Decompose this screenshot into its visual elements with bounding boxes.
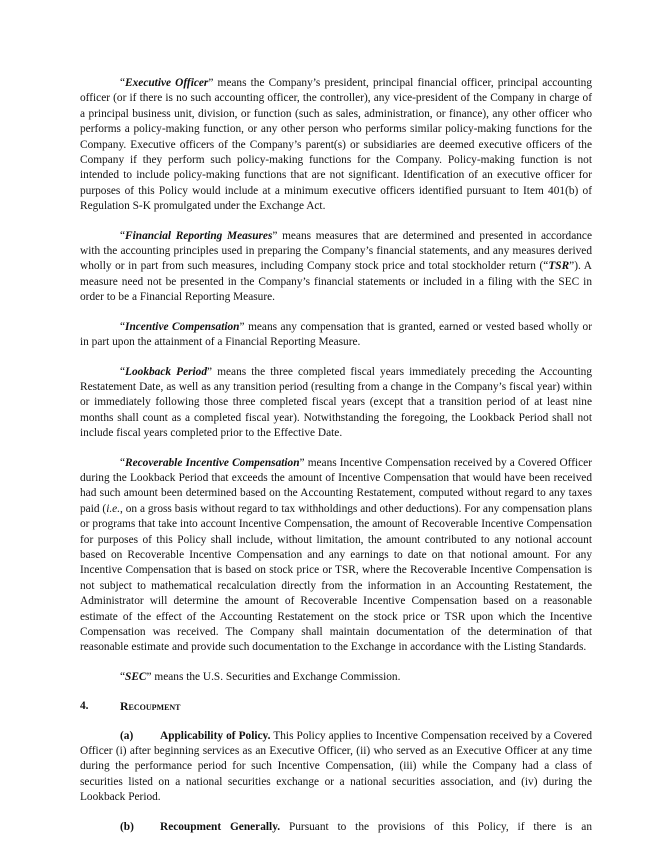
defined-term: Lookback Period bbox=[125, 365, 208, 378]
close-quote: ” bbox=[299, 456, 308, 469]
defined-term: Recoverable Incentive Compensation bbox=[125, 456, 300, 469]
subsection-recoupment-generally bbox=[80, 820, 592, 835]
definition-body: means any compensation that is granted, earned or vested based wholly or in part upon the attainment of a Financial Reporting Measure. bbox=[80, 320, 593, 349]
defined-term: Executive Officer bbox=[125, 77, 209, 89]
definition-executive-officer bbox=[80, 76, 592, 215]
open-quote: “ bbox=[120, 456, 126, 469]
definition-body-continued: ”). A measure need not be presented in the Company’s financial statements or included in a filing with the SEC in order to be a Financial Reporting Measure. bbox=[80, 260, 592, 304]
definition-body: means the three completed fiscal years immediately preceding the Accounting Restatement Date, as well as any transition period (resulting from a change in the Company’s fiscal year) within or immediately following those three completed fiscal years (except that a transition period of at least nine months shall count as a completed fiscal year). Notwithstanding the foregoing, the Lookback Period shall not include fiscal years completed prior to the Effective Date. bbox=[80, 365, 593, 440]
italic-ie: i.e. bbox=[106, 502, 121, 515]
subsection-title: Applicability of Policy. bbox=[160, 729, 271, 742]
section-title: Recoupment bbox=[120, 699, 181, 714]
open-quote: “ bbox=[120, 320, 126, 333]
defined-term: Incentive Compensation bbox=[125, 320, 240, 333]
defined-term: Financial Reporting Measures bbox=[125, 229, 273, 242]
close-quote: ” bbox=[207, 365, 218, 378]
document-page bbox=[80, 76, 592, 849]
definition-recoverable-incentive-compensation bbox=[80, 456, 592, 656]
open-quote: “ bbox=[120, 77, 126, 89]
subsection-label: (b) bbox=[120, 820, 134, 833]
definition-body: means measures that are determined and presented in accordance with the accounting principles used in preparing the Company’s financial statements, and any measures derived wholly or in part from such measures, including Company stock price and total stockholder return (“ bbox=[80, 229, 592, 273]
close-quote: ” bbox=[208, 77, 218, 89]
defined-term: SEC bbox=[125, 670, 147, 683]
section-number: 4. bbox=[80, 700, 89, 713]
definition-body-continued: , on a gross basis without regard to tax withholdings and other deductions). For any compensation plans or programs that take into account Incentive Compensation, the amount of Recoverable Incentive Compensation for purposes of this Policy shall include, without limitation, the amount contributed to any notional account based on Recoverable Incentive Compensation and any earnings to date on that notional amount. For any Incentive Compensation that is based on stock price or TSR, where the Recoverable Incentive Compensation is not subject to mathematical recalculation directly from the information in an Accounting Restatement, the Administrator will determine the amount of Recoverable Incentive Compensation based on a reasonable estimate of the effect of the Accounting Restatement on the stock price or TSR upon which the Incentive Compensation was received. The Company shall maintain documentation of the determination of that reasonable estimate and provide such documentation to the Exchange in accordance with the Listing Standards. bbox=[80, 502, 592, 654]
close-quote: ” bbox=[146, 670, 155, 683]
subsection-body: This Policy applies to Incentive Compensation received by a Covered Officer (i) after beginning services as an Executive Officer, (ii) who served as an Executive Officer at any time during the performance period for such Incentive Compensation, (iii) while the Company had a class of securities listed on a national securities exchange or a national securities association, and (iv) during the Lookback Period. bbox=[80, 729, 592, 804]
definition-body: means the U.S. Securities and Exchange Commission. bbox=[154, 670, 401, 683]
subsection-title: Recoupment Generally. bbox=[160, 820, 281, 833]
section-heading-recoupment bbox=[80, 699, 592, 714]
subsection-applicability bbox=[80, 729, 592, 806]
open-quote: “ bbox=[120, 229, 126, 242]
definition-incentive-compensation bbox=[80, 320, 592, 351]
definition-financial-reporting-measures bbox=[80, 229, 592, 306]
definition-body: means the Company’s president, principal financial officer, principal accounting officer (or if there is no such accounting officer, the controller), any vice-president of the Company in charge of a principal business unit, division, or function (such as sales, administration, or finance), any other officer who performs a policy-making function, or any other person who performs similar policy-making functions for the Company. Executive officers of the Company’s parent(s) or subsidiaries are deemed executive officers of the Company if they perform such policy-making functions for the Company. Policy-making function is not intended to include policy-making functions that are not significant. Identification of an executive officer for purposes of this Policy would include at a minimum executive officers identified pursuant to Item 401(b) of Regulation S-K promulgated under the Exchange Act. bbox=[80, 77, 593, 213]
inline-defined-term: TSR bbox=[548, 260, 570, 273]
close-quote: ” bbox=[272, 229, 283, 242]
open-quote: “ bbox=[120, 365, 126, 378]
definition-lookback-period bbox=[80, 365, 592, 442]
definition-body: means Incentive Compensation received by a Covered Officer during the Lookback Period that exceeds the amount of Incentive Compensation that would have been received had such amount been determined based on the Accounting Restatement, computed without regard to any taxes paid ( bbox=[80, 456, 592, 515]
open-quote: “ bbox=[120, 670, 126, 683]
subsection-body: Pursuant to the provisions of this Policy, if there is an bbox=[280, 820, 592, 833]
subsection-label: (a) bbox=[120, 729, 134, 742]
definition-sec bbox=[80, 670, 592, 685]
close-quote: ” bbox=[239, 320, 249, 333]
